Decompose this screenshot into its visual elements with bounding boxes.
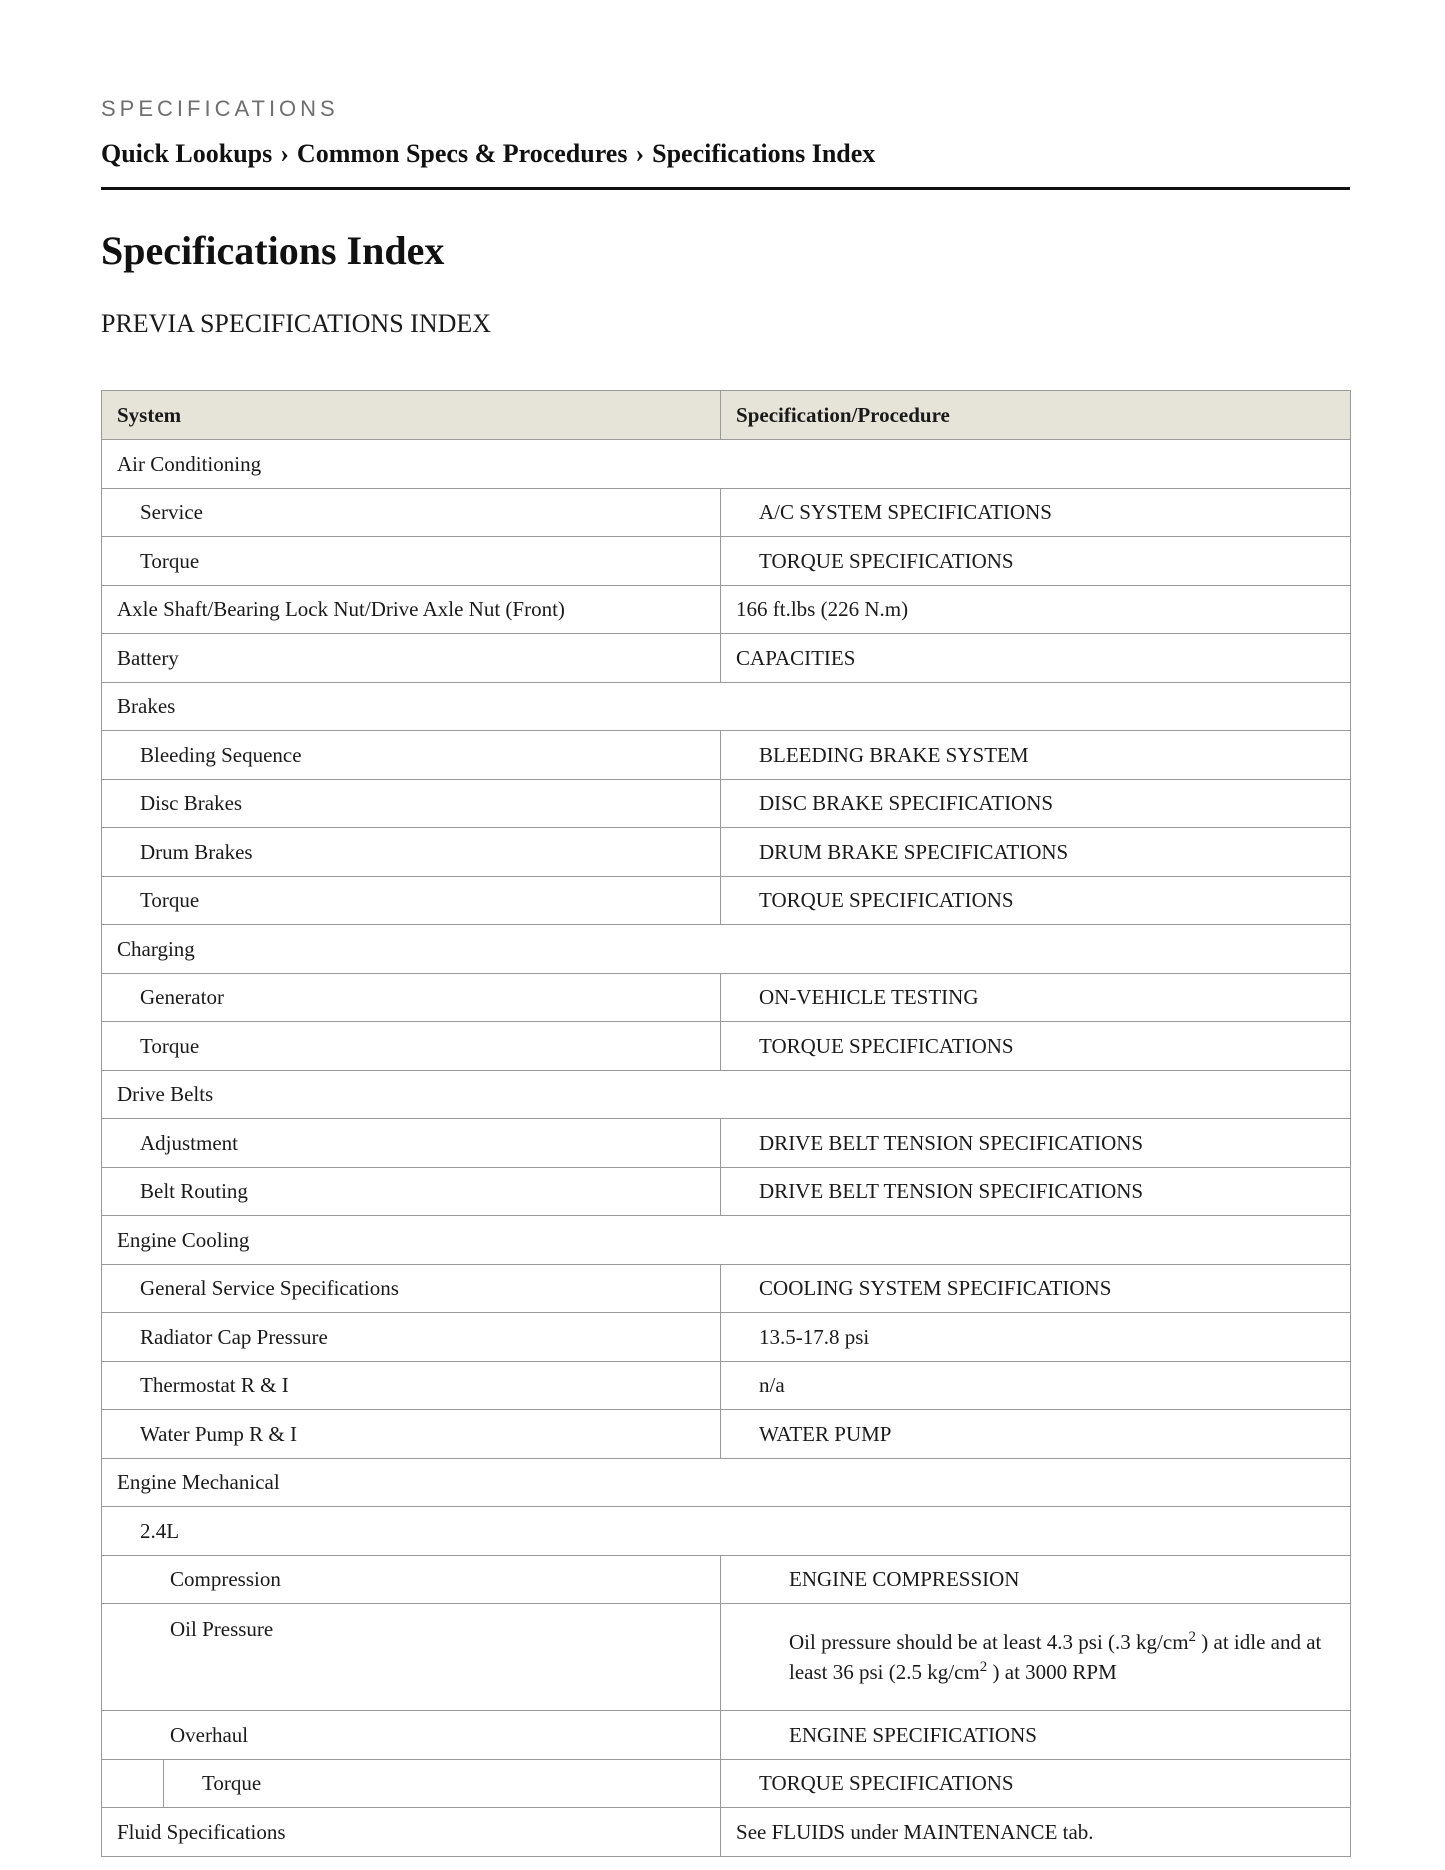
group-label: Air Conditioning (102, 440, 1351, 489)
table-row (102, 585, 1351, 634)
system-cell: Fluid Specifications (102, 1808, 721, 1857)
system-cell: Belt Routing (102, 1167, 721, 1216)
system-cell: Compression (102, 1555, 721, 1604)
system-cell: Oil Pressure (102, 1604, 721, 1711)
specifications-table (101, 390, 1351, 1857)
group-label: Engine Mechanical (102, 1458, 1351, 1507)
spec-link[interactable]: DRIVE BELT TENSION SPECIFICATIONS (721, 1167, 1351, 1216)
spec-link[interactable]: A/C SYSTEM SPECIFICATIONS (721, 488, 1351, 537)
spec-link[interactable]: TORQUE SPECIFICATIONS (721, 876, 1351, 925)
group-label: Drive Belts (102, 1070, 1351, 1119)
breadcrumb-item-quick-lookups[interactable]: Quick Lookups (101, 139, 273, 168)
table-row (102, 876, 1351, 925)
table-row (102, 1759, 1351, 1808)
breadcrumb-item-current: Specifications Index (652, 139, 876, 168)
spec-link[interactable]: TORQUE SPECIFICATIONS (721, 1759, 1351, 1808)
superscript: 2 (1188, 1629, 1197, 1645)
spec-link[interactable]: WATER PUMP (721, 1410, 1351, 1459)
table-row (102, 1119, 1351, 1168)
table-row (102, 682, 1351, 731)
table-row (102, 537, 1351, 586)
subgroup-label: 2.4L (102, 1507, 1351, 1556)
page-title: Specifications Index (101, 228, 445, 273)
system-cell: Generator (102, 973, 721, 1022)
column-header-specification: Specification/Procedure (721, 391, 1351, 440)
breadcrumb-item-common-specs[interactable]: Common Specs & Procedures (296, 139, 628, 168)
table-row (102, 828, 1351, 877)
system-cell: Torque (102, 1022, 721, 1071)
spec-value: See FLUIDS under MAINTENANCE tab. (721, 1808, 1351, 1857)
superscript: 2 (979, 1659, 988, 1675)
table-row (102, 973, 1351, 1022)
column-header-system: System (102, 391, 721, 440)
section-label: SPECIFICATIONS (101, 96, 339, 121)
table-row (102, 1555, 1351, 1604)
group-label: Engine Cooling (102, 1216, 1351, 1265)
system-cell: Drum Brakes (102, 828, 721, 877)
system-cell: Thermostat R & I (102, 1361, 721, 1410)
table-row (102, 634, 1351, 683)
oil-pressure-text: Oil pressure should be at least 4.3 psi (.3 kg/cm (789, 1630, 1189, 1654)
table-row (102, 1070, 1351, 1119)
table-row (102, 440, 1351, 489)
system-cell: Radiator Cap Pressure (102, 1313, 721, 1362)
system-cell: Torque (102, 537, 721, 586)
system-cell: General Service Specifications (102, 1264, 721, 1313)
table-row (102, 1507, 1351, 1556)
spec-link[interactable]: ENGINE COMPRESSION (721, 1555, 1351, 1604)
table-row (102, 1808, 1351, 1857)
spec-link[interactable]: ENGINE SPECIFICATIONS (721, 1711, 1351, 1760)
page-subtitle: PREVIA SPECIFICATIONS INDEX (101, 309, 492, 338)
group-label: Charging (102, 925, 1351, 974)
breadcrumb (101, 138, 875, 170)
spec-link[interactable]: COOLING SYSTEM SPECIFICATIONS (721, 1264, 1351, 1313)
indent-spacer-cell (102, 1759, 164, 1808)
oil-pressure-text: ) at idle and at least 36 psi (2.5 kg/cm (789, 1630, 1322, 1684)
spec-link[interactable]: DRUM BRAKE SPECIFICATIONS (721, 828, 1351, 877)
table-row (102, 1167, 1351, 1216)
spec-value (721, 1604, 1351, 1711)
table-row (102, 1604, 1351, 1711)
table-row (102, 1458, 1351, 1507)
table-row (102, 1313, 1351, 1362)
system-cell: Water Pump R & I (102, 1410, 721, 1459)
spec-value: 13.5-17.8 psi (721, 1313, 1351, 1362)
oil-pressure-text: ) at 3000 RPM (987, 1660, 1117, 1684)
table-row (102, 1216, 1351, 1265)
system-cell: Torque (164, 1759, 721, 1808)
breadcrumb-separator: › (635, 139, 645, 168)
system-cell: Torque (102, 876, 721, 925)
group-label: Brakes (102, 682, 1351, 731)
system-cell: Disc Brakes (102, 779, 721, 828)
spec-link[interactable]: TORQUE SPECIFICATIONS (721, 1022, 1351, 1071)
header-divider (101, 187, 1350, 190)
table-row (102, 1711, 1351, 1760)
spec-link[interactable]: CAPACITIES (721, 634, 1351, 683)
breadcrumb-separator: › (280, 139, 289, 168)
spec-link[interactable]: DISC BRAKE SPECIFICATIONS (721, 779, 1351, 828)
table-row (102, 1410, 1351, 1459)
table-row (102, 488, 1351, 537)
spec-value: n/a (721, 1361, 1351, 1410)
system-cell: Battery (102, 634, 721, 683)
table-header-row (102, 391, 1351, 440)
system-cell: Axle Shaft/Bearing Lock Nut/Drive Axle Nut (Front) (102, 585, 721, 634)
spec-value: 166 ft.lbs (226 N.m) (721, 585, 1351, 634)
table-row (102, 1022, 1351, 1071)
table-row (102, 779, 1351, 828)
table-row (102, 1264, 1351, 1313)
spec-link[interactable]: ON-VEHICLE TESTING (721, 973, 1351, 1022)
system-cell: Overhaul (102, 1711, 721, 1760)
system-cell: Bleeding Sequence (102, 731, 721, 780)
system-cell: Adjustment (102, 1119, 721, 1168)
table-row (102, 1361, 1351, 1410)
table-row (102, 925, 1351, 974)
spec-link[interactable]: TORQUE SPECIFICATIONS (721, 537, 1351, 586)
system-cell: Service (102, 488, 721, 537)
spec-link[interactable]: DRIVE BELT TENSION SPECIFICATIONS (721, 1119, 1351, 1168)
spec-link[interactable]: BLEEDING BRAKE SYSTEM (721, 731, 1351, 780)
table-row (102, 731, 1351, 780)
